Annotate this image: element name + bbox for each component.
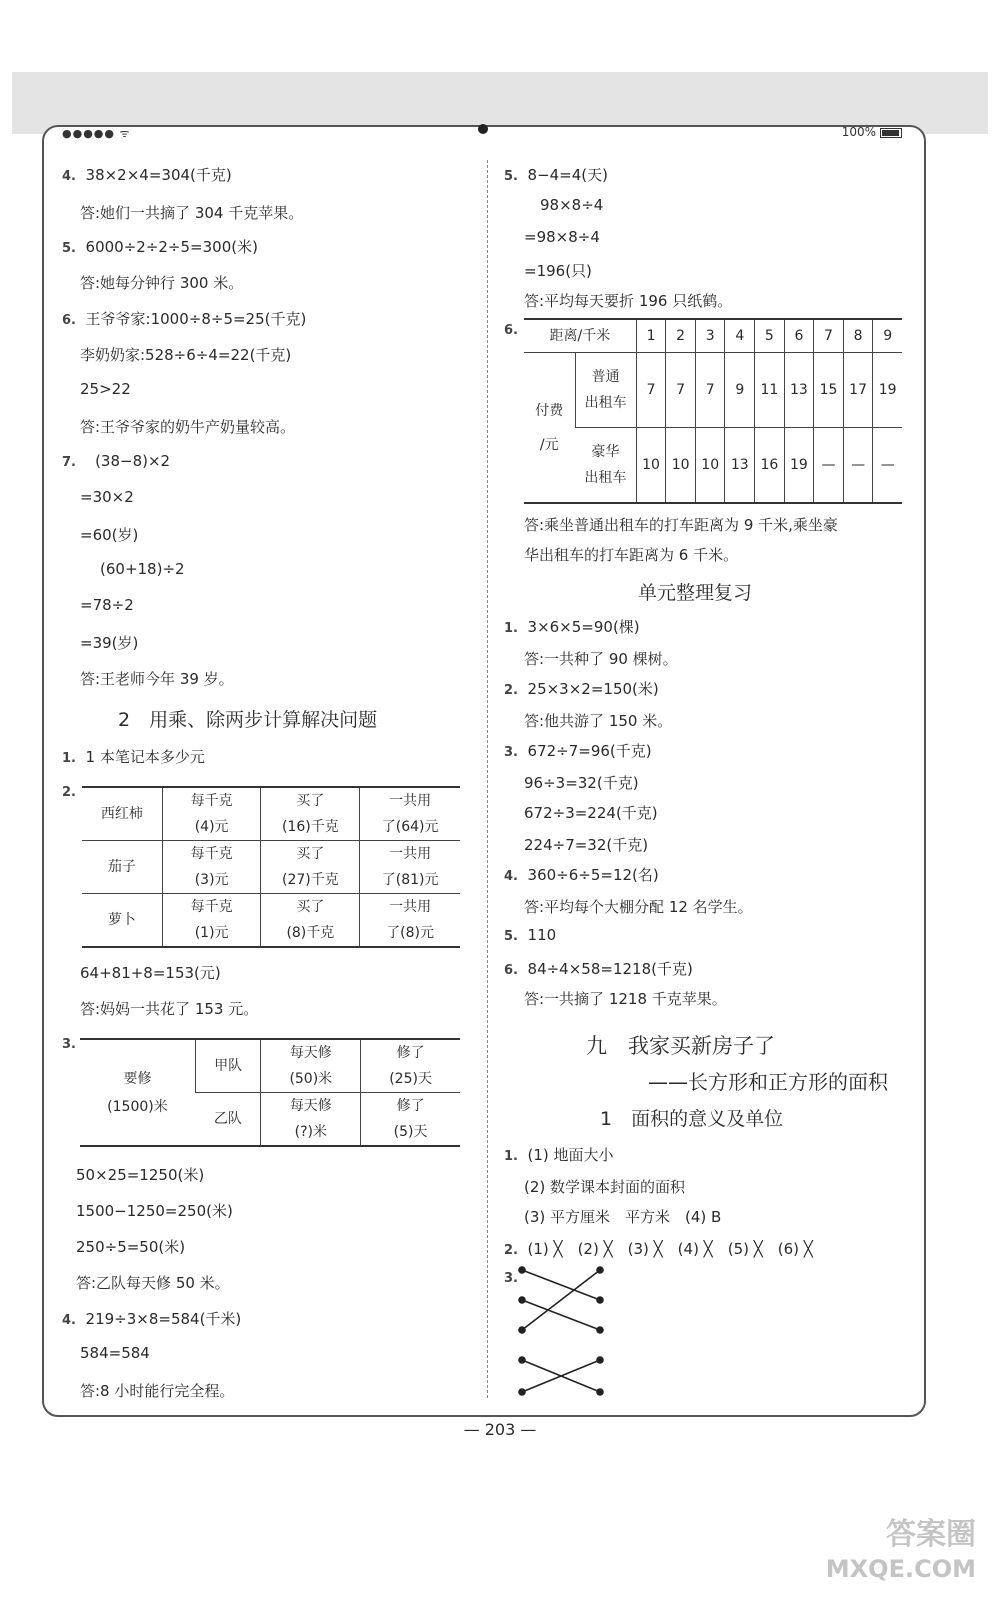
table-cell: 10 <box>636 428 666 504</box>
answer: 答:妈妈一共花了 153 元。 <box>80 1000 259 1018</box>
table-cell: 9 <box>873 319 902 353</box>
table-cell: 7 <box>636 353 666 428</box>
question-number: 3. <box>504 1271 518 1286</box>
table-cell: 8 <box>843 319 873 353</box>
expr: =60(岁) <box>80 526 139 544</box>
expr: (1) ╳ (2) ╳ (3) ╳ (4) ╳ (5) ╳ (6) ╳ <box>527 1240 813 1258</box>
expr: (3) 平方厘米 平方米 (4) B <box>524 1208 722 1226</box>
table-cell: 一共用 了(64)元 <box>360 787 460 841</box>
page-number: — 203 — <box>463 1420 537 1439</box>
battery-icon <box>880 128 902 138</box>
table-cell: — <box>873 428 902 504</box>
expr: 672÷7=96(千克) <box>527 742 652 760</box>
question-number: 4. <box>504 869 518 884</box>
table-cell: — <box>843 428 873 504</box>
match-dot <box>519 1327 525 1333</box>
table-cell: 每千克 (4)元 <box>162 787 261 841</box>
expr: 224÷7=32(千克) <box>524 836 649 854</box>
review-title: 单元整理复习 <box>638 582 753 604</box>
table-cell: 买了 (27)千克 <box>261 841 360 894</box>
table-cell: 每天修 (50)米 <box>261 1039 361 1093</box>
table-cell: 17 <box>843 353 873 428</box>
table-row <box>82 841 460 894</box>
watermark-url: MXQE.COM <box>825 1555 976 1583</box>
match-dot <box>597 1297 603 1303</box>
match-line <box>522 1270 600 1330</box>
table-cell: 9 <box>725 353 755 428</box>
table-cell: 萝卜 <box>107 912 136 928</box>
expr: 84÷4×58=1218(千克) <box>527 960 693 978</box>
expr: =30×2 <box>80 488 134 506</box>
expr: =78÷2 <box>80 596 134 614</box>
table-cell: 2 <box>666 319 696 353</box>
question-number: 1. <box>504 1149 518 1164</box>
answer: 华出租车的打车距离为 6 千米。 <box>524 546 739 564</box>
table-cell: 买了 (8)千克 <box>261 894 360 948</box>
expr: 6000÷2÷2÷5=300(米) <box>85 238 258 256</box>
answer: 答:平均每天要折 196 只纸鹤。 <box>524 292 733 310</box>
answer: 答:一共种了 90 棵树。 <box>524 650 678 668</box>
expr: 1500−1250=250(米) <box>76 1202 233 1220</box>
question-number: 2. <box>504 1243 518 1258</box>
table-cell: 7 <box>666 353 696 428</box>
table-row <box>80 1039 460 1093</box>
table-row <box>82 894 460 948</box>
match-dot <box>597 1389 603 1395</box>
taxi-fare-table <box>524 318 902 504</box>
answer: 答:8 小时能行完全程。 <box>80 1382 235 1400</box>
table-row <box>82 787 460 841</box>
table-row <box>524 353 902 428</box>
r2-line <box>504 678 659 699</box>
expr: 96÷3=32(千克) <box>524 774 639 792</box>
table-cell: 1 <box>636 319 666 353</box>
table-cell: 15 <box>814 353 844 428</box>
match-dot <box>519 1357 525 1363</box>
expr: 25>22 <box>80 380 131 398</box>
question-number: 6. <box>504 963 518 978</box>
table-cell: 买了 (16)千克 <box>261 787 360 841</box>
r4-line <box>504 864 659 885</box>
table-cell: 7 <box>814 319 844 353</box>
question-number: 5. <box>504 169 518 184</box>
section-title: 1 面积的意义及单位 <box>600 1108 784 1130</box>
expr: 584=584 <box>80 1344 150 1362</box>
table-cell: 乙队 <box>213 1111 242 1127</box>
table-row <box>524 319 902 353</box>
table-cell: 付费 /元 <box>535 402 564 453</box>
question-number: 5. <box>504 929 518 944</box>
a2-line <box>504 1238 813 1259</box>
column-divider <box>487 160 488 1398</box>
question-number: 7. <box>62 455 76 470</box>
answer: 答:平均每个大棚分配 12 名学生。 <box>524 898 753 916</box>
table-cell: 11 <box>755 353 785 428</box>
s4-line <box>62 1308 241 1329</box>
question-number: 2. <box>504 683 518 698</box>
table-cell: 3 <box>695 319 725 353</box>
question-number: 4. <box>62 1313 76 1328</box>
table-cell: 4 <box>725 319 755 353</box>
q6-line <box>62 308 306 329</box>
question-number: 4. <box>62 169 76 184</box>
answer: 答:乙队每天修 50 米。 <box>76 1274 230 1292</box>
chapter-subtitle: ——长方形和正方形的面积 <box>648 1070 888 1094</box>
expr: 38×2×4=304(千克) <box>85 166 232 184</box>
expr: 360÷6÷5=12(名) <box>527 866 659 884</box>
table-cell: 19 <box>784 428 814 504</box>
table-cell: 每千克 (3)元 <box>162 841 261 894</box>
vegetable-table <box>82 786 460 948</box>
table-cell: 一共用 了(8)元 <box>360 894 460 948</box>
match-dot <box>597 1267 603 1273</box>
table-cell: 6 <box>784 319 814 353</box>
answer: 答:乘坐普通出租车的打车距离为 9 千米,乘坐豪 <box>524 516 838 534</box>
table-cell: 普通 出租车 <box>575 353 636 428</box>
table-cell: 修了 (5)天 <box>361 1093 460 1147</box>
table-cell: 5 <box>755 319 785 353</box>
matching-diagram <box>514 1262 614 1402</box>
table-cell: 要修 (1500)米 <box>107 1070 168 1115</box>
table-cell: 19 <box>873 353 902 428</box>
expr: 50×25=1250(米) <box>76 1166 205 1184</box>
expr: 8−4=4(天) <box>527 166 609 184</box>
signal-icon: ●●●●● ᯤ <box>62 127 131 140</box>
expr: 25×3×2=150(米) <box>527 680 659 698</box>
expr: =39(岁) <box>80 634 139 652</box>
r5-line <box>504 926 556 944</box>
expr: 王爷爷家:1000÷8÷5=25(千克) <box>85 310 307 328</box>
s1-line <box>62 746 205 767</box>
expr: (60+18)÷2 <box>100 560 185 578</box>
table-cell: 茄子 <box>107 859 136 875</box>
q7-line <box>62 452 170 470</box>
table-cell: 13 <box>725 428 755 504</box>
table-cell: 10 <box>666 428 696 504</box>
answer: 答:王老师今年 39 岁。 <box>80 670 234 688</box>
table-cell: 西红柿 <box>100 806 143 822</box>
question-number: 5. <box>62 241 76 256</box>
question-number: 3. <box>504 745 518 760</box>
answer: 答:她每分钟行 300 米。 <box>80 274 244 292</box>
q4-line <box>62 164 232 185</box>
table-row <box>524 428 902 504</box>
question-number: 6. <box>62 313 76 328</box>
match-dot <box>597 1357 603 1363</box>
match-line <box>522 1300 600 1330</box>
match-line <box>522 1270 600 1300</box>
table-cell: 甲队 <box>195 1039 261 1093</box>
question-number: 6. <box>504 323 518 338</box>
match-dot <box>597 1327 603 1333</box>
expr: 110 <box>527 926 557 944</box>
table-cell: 一共用 了(81)元 <box>360 841 460 894</box>
expr: 64+81+8=153(元) <box>80 964 221 982</box>
section-title: 2 用乘、除两步计算解决问题 <box>118 709 378 731</box>
a1-line <box>504 1144 614 1165</box>
table-cell: 修了 (25)天 <box>361 1039 460 1093</box>
expr: =196(只) <box>524 262 592 280</box>
answer: 答:她们一共摘了 304 千克苹果。 <box>80 204 304 222</box>
expr: 250÷5=50(米) <box>76 1238 186 1256</box>
question-number: 1. <box>62 751 76 766</box>
road-repair-table <box>80 1038 460 1147</box>
battery-percent: 100% <box>841 125 876 139</box>
q5-line <box>504 164 608 185</box>
table-cell: 13 <box>784 353 814 428</box>
table-cell: 每天修 (?)米 <box>261 1093 361 1147</box>
expr: 672÷3=224(千克) <box>524 804 658 822</box>
match-dot <box>519 1389 525 1395</box>
question-number: 3. <box>62 1037 76 1052</box>
question-number: 1. <box>504 621 518 636</box>
table-cell: 每千克 (1)元 <box>162 894 261 948</box>
watermark <box>826 1518 976 1586</box>
table-cell: 16 <box>755 428 785 504</box>
question-number: 2. <box>62 785 76 800</box>
expr: 219÷3×8=584(千米) <box>85 1310 242 1328</box>
chapter-title: 九 我家买新房子了 <box>586 1034 775 1058</box>
r3-line <box>504 740 652 761</box>
table-cell: 7 <box>695 353 725 428</box>
table-cell: 距离/千米 <box>549 328 611 344</box>
battery-indicator <box>842 125 902 139</box>
expr: 1 本笔记本多少元 <box>85 748 205 766</box>
expr: (2) 数学课本封面的面积 <box>524 1178 686 1196</box>
expr: 98×8÷4 <box>540 196 604 214</box>
expr: (1) 地面大小 <box>527 1146 614 1164</box>
expr: =98×8÷4 <box>524 228 600 246</box>
answer: 答:一共摘了 1218 千克苹果。 <box>524 990 727 1008</box>
answer: 答:他共游了 150 米。 <box>524 712 673 730</box>
r6-line <box>504 958 693 979</box>
table-cell: 豪华 出租车 <box>584 444 627 486</box>
table-cell: 10 <box>695 428 725 504</box>
answer: 答:王爷爷家的奶牛产奶量较高。 <box>80 418 296 436</box>
match-dot <box>519 1267 525 1273</box>
r1-line <box>504 616 640 637</box>
table-cell: — <box>814 428 844 504</box>
expr: 李奶奶家:528÷6÷4=22(千克) <box>80 346 292 364</box>
expr: 3×6×5=90(棵) <box>527 618 640 636</box>
camera-dot-icon <box>478 124 488 134</box>
q5-line <box>62 236 258 257</box>
match-dot <box>519 1297 525 1303</box>
expr: (38−8)×2 <box>95 452 171 470</box>
watermark-title: 答案圈 <box>886 1517 976 1552</box>
